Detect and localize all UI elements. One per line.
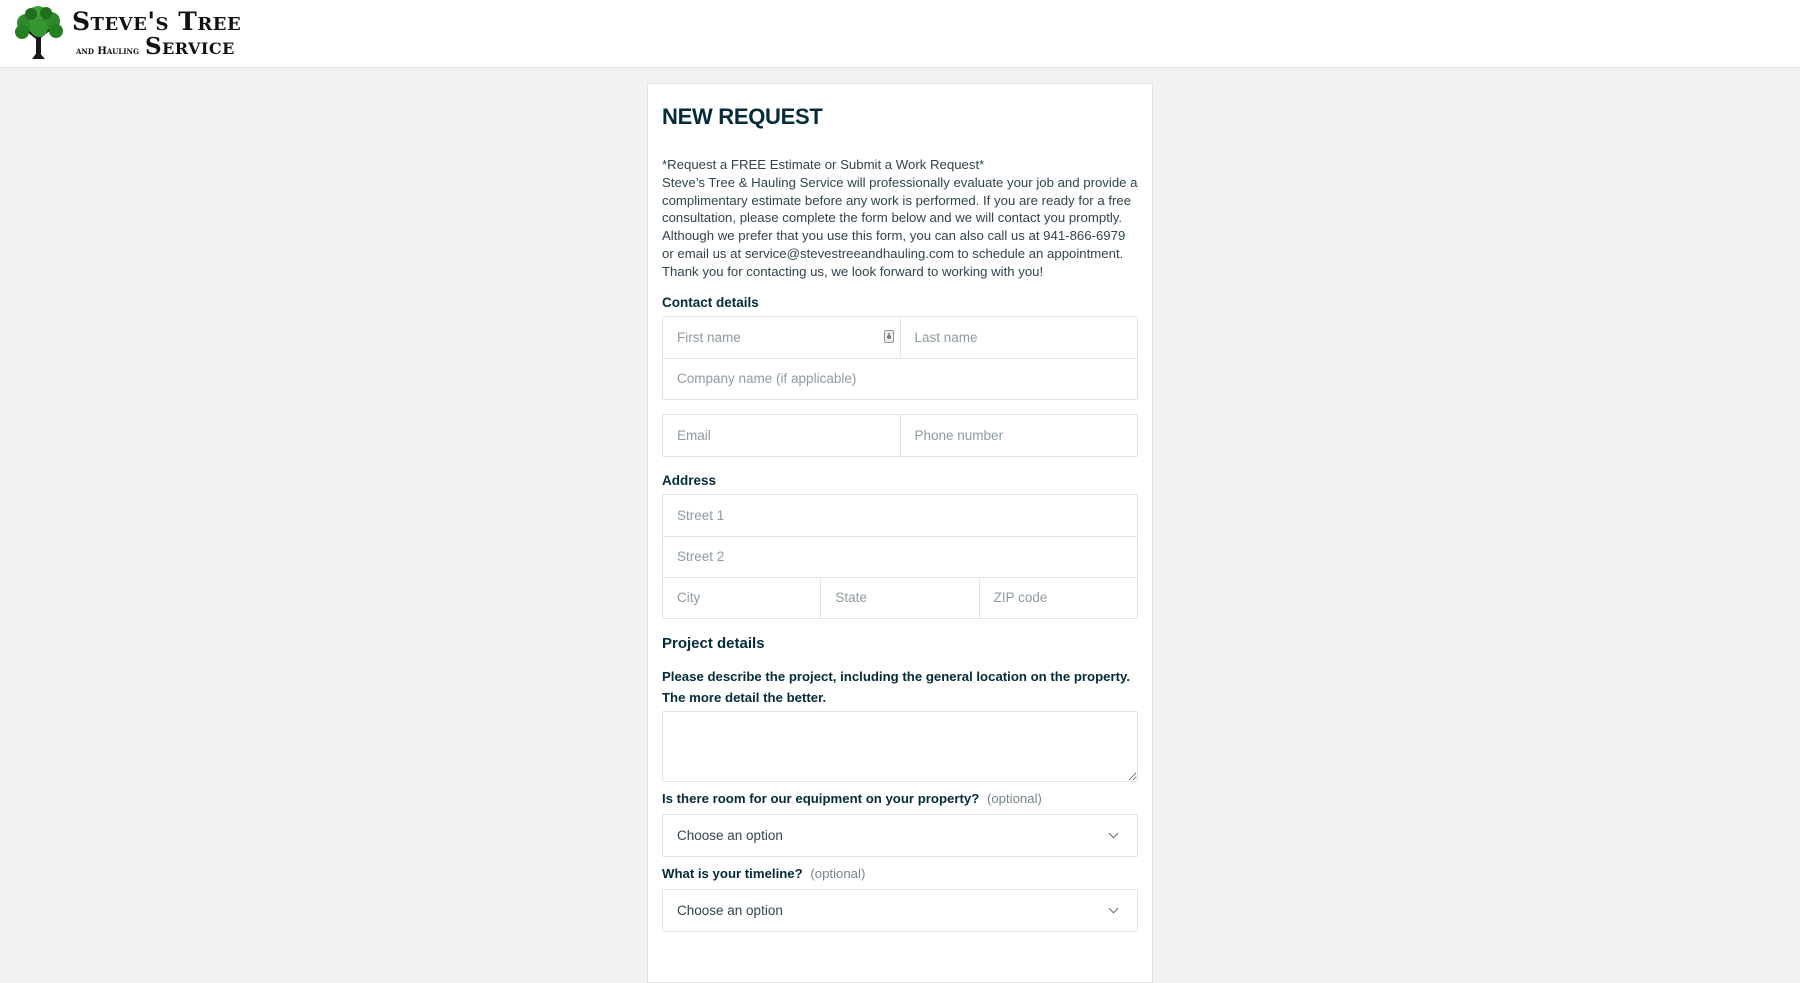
top-header-bar [0, 0, 1800, 68]
company-cell [663, 359, 1137, 399]
chevron-down-icon [1109, 828, 1119, 838]
email-input[interactable] [677, 428, 900, 443]
autofill-contact-card-icon[interactable] [884, 330, 894, 343]
project-description-label-line2: The more detail the better. [662, 689, 827, 705]
street1-input[interactable] [677, 508, 1137, 523]
project-description-label-line1: Please describe the project, including the general location on the property. [662, 668, 1131, 684]
address-group [662, 494, 1138, 619]
phone-cell [900, 415, 1138, 456]
equipment-room-select[interactable] [662, 814, 1138, 857]
street2-cell [663, 537, 1137, 577]
name-company-group [662, 316, 1138, 400]
timeline-optional-tag: (optional) [810, 865, 866, 881]
project-description-textarea[interactable] [662, 711, 1138, 782]
address-heading: Address [662, 472, 717, 488]
state-cell [820, 578, 978, 618]
timeline-select-value: Choose an option [677, 902, 783, 918]
timeline-question-label [662, 866, 1138, 886]
intro-line-headline: *Request a FREE Estimate or Submit a Work Request* [662, 157, 985, 172]
project-details-heading: Project details [662, 634, 765, 652]
project-description-label [662, 666, 1138, 708]
last-name-input[interactable] [915, 330, 1138, 345]
page-title: NEW REQUEST [662, 104, 823, 129]
logo-line1: Steve's Tree [72, 6, 242, 36]
state-input[interactable] [835, 590, 978, 605]
intro-paragraph-contact: Although we prefer that you use this form, you can also call us at 941-866-6979 or email us at service@stevestreeandhauling.com to schedule an appointment. [662, 228, 1126, 261]
city-cell [663, 578, 820, 618]
zip-cell [979, 578, 1137, 618]
request-form-card [647, 83, 1153, 983]
equipment-question-text: Is there room for our equipment on your property? [662, 790, 980, 806]
zip-input[interactable] [994, 590, 1137, 605]
email-cell [663, 415, 900, 456]
timeline-select[interactable] [662, 889, 1138, 932]
contact-details-heading: Contact details [662, 294, 759, 310]
company-logo[interactable] [12, 4, 241, 62]
first-name-cell [663, 317, 900, 358]
chevron-down-icon [1109, 903, 1119, 913]
email-phone-group [662, 414, 1138, 457]
logo-wordmark [72, 6, 242, 60]
city-input[interactable] [677, 590, 820, 605]
street2-input[interactable] [677, 549, 1137, 564]
first-name-input[interactable] [677, 330, 900, 345]
phone-input[interactable] [915, 428, 1138, 443]
timeline-question-text: What is your timeline? [662, 865, 803, 881]
last-name-cell [900, 317, 1138, 358]
intro-text [662, 156, 1138, 281]
tree-logo-icon [12, 5, 66, 61]
street1-cell [663, 495, 1137, 536]
logo-line2-large: Service [144, 32, 235, 60]
intro-paragraph-evaluation: Steve’s Tree & Hauling Service will professionally evaluate your job and provide a complimentary estimate before any work is performed. If you are ready for a free consultation, please complete the form below and we will contact you promptly. [662, 174, 1138, 226]
company-name-input[interactable] [677, 371, 1137, 386]
equipment-select-value: Choose an option [677, 827, 783, 843]
equipment-optional-tag: (optional) [986, 790, 1042, 806]
intro-paragraph-thanks: Thank you for contacting us, we look forward to working with you! [662, 263, 1044, 279]
logo-line2-small: and Hauling [76, 45, 139, 57]
equipment-question-label [662, 791, 1138, 811]
